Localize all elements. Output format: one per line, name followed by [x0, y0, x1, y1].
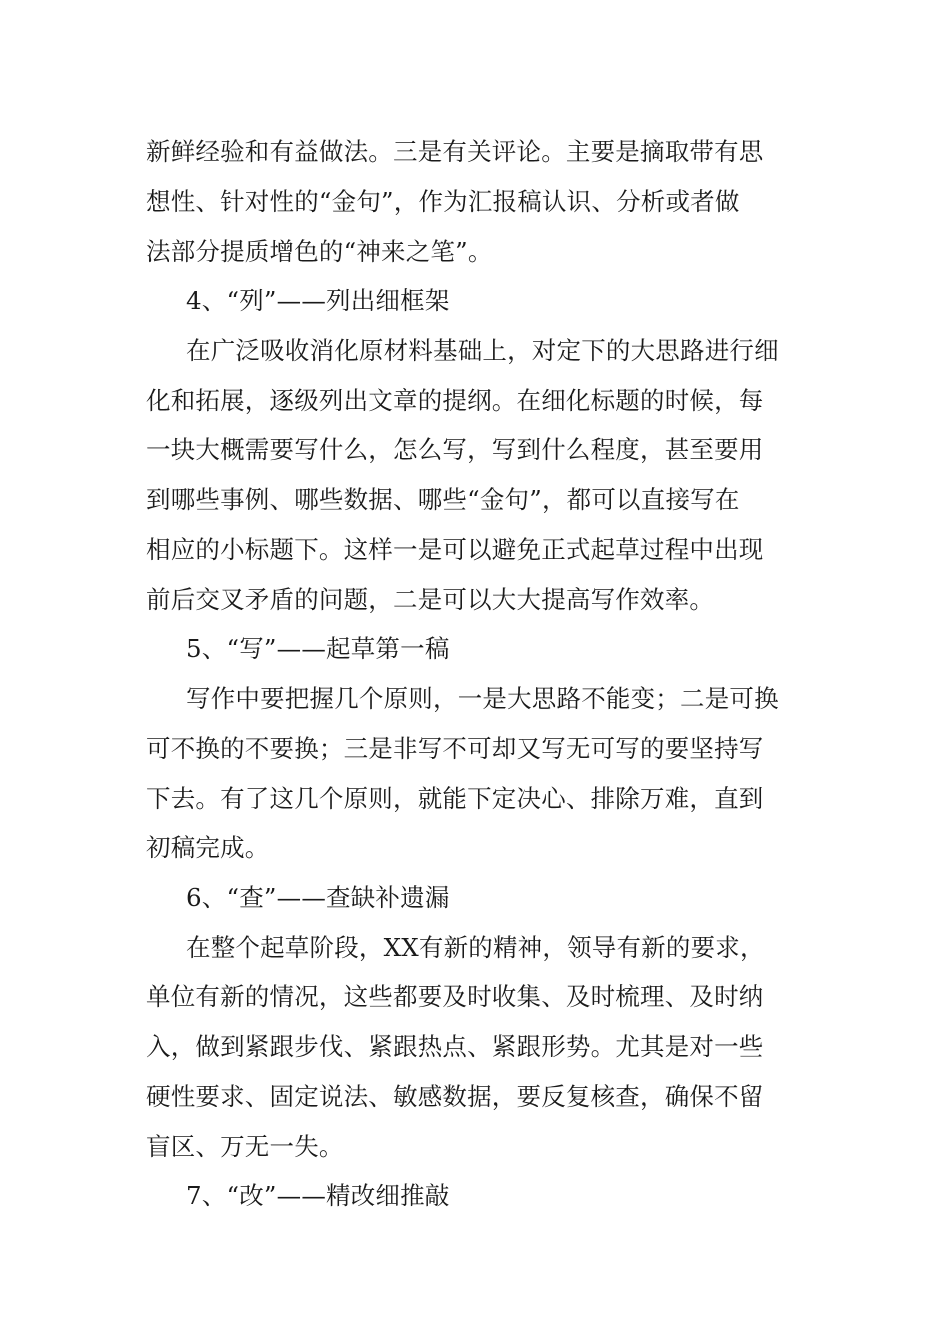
- section-heading-6: 6、“查”——查缺补遗漏: [186, 883, 450, 912]
- body-text-line: 到哪些事例、哪些数据、哪些“金句”，都可以直接写在: [146, 485, 740, 514]
- section-heading-7: 7、“改”——精改细推敲: [186, 1181, 450, 1210]
- body-text-line: 前后交叉矛盾的问题，二是可以大大提高写作效率。: [146, 585, 715, 614]
- body-text-line: 化和拓展，逐级列出文章的提纲。在细化标题的时候，每: [146, 386, 764, 415]
- body-text-line: 相应的小标题下。这样一是可以避免正式起草过程中出现: [146, 535, 764, 564]
- section-heading-4: 4、“列”——列出细框架: [186, 286, 450, 315]
- body-text-line: 单位有新的情况，这些都要及时收集、及时梳理、及时纳: [146, 982, 764, 1011]
- body-text-line: 想性、针对性的“金句”，作为汇报稿认识、分析或者做: [146, 187, 740, 216]
- body-text-line: 盲区、万无一失。: [146, 1132, 344, 1161]
- body-text-line: 硬性要求、固定说法、敏感数据，要反复核查，确保不留: [146, 1082, 764, 1111]
- body-text-line: 下去。有了这几个原则，就能下定决心、排除万难，直到: [146, 784, 764, 813]
- paragraph-first-line: 在广泛吸收消化原材料基础上，对定下的大思路进行细: [186, 336, 779, 365]
- body-text-line: 初稿完成。: [146, 833, 270, 862]
- paragraph-first-line: 写作中要把握几个原则，一是大思路不能变；二是可换: [186, 684, 779, 713]
- body-text-line: 入，做到紧跟步伐、紧跟热点、紧跟形势。尤其是对一些: [146, 1032, 764, 1061]
- paragraph-first-line: 在整个起草阶段，XX有新的精神，领导有新的要求，: [186, 933, 765, 962]
- body-text-line: 一块大概需要写什么，怎么写，写到什么程度，甚至要用: [146, 435, 764, 464]
- section-heading-5: 5、“写”——起草第一稿: [186, 634, 450, 663]
- body-text-line: 法部分提质增色的“神来之笔”。: [146, 237, 493, 266]
- body-text-line: 可不换的不要换；三是非写不可却又写无可写的要坚持写: [146, 734, 764, 763]
- body-text-line: 新鲜经验和有益做法。三是有关评论。主要是摘取带有思: [146, 137, 764, 166]
